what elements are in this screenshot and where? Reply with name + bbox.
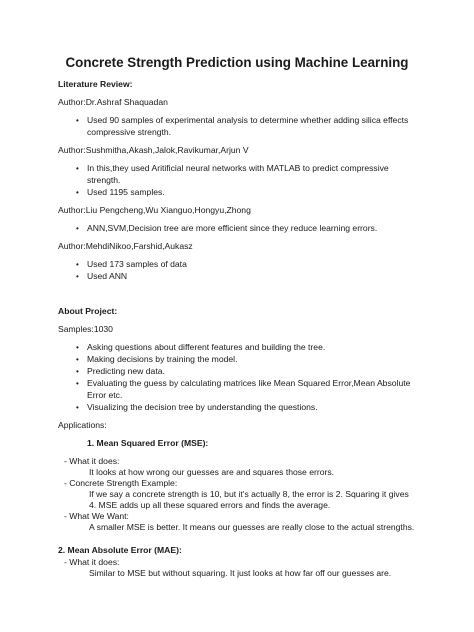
mse-heading: 1. Mean Squared Error (MSE): — [87, 438, 209, 448]
bullet-text: Evaluating the guess by calculating matrices like Mean Squared Error,Mean Absolute — [87, 378, 411, 388]
mse-example-line: 4. MSE adds up all these squared errors and finds the average. — [89, 500, 331, 510]
bullet-text-continued: strength. — [87, 175, 121, 185]
document-title: Concrete Strength Prediction using Machine Learning — [65, 55, 409, 70]
author-line: Author:Dr.Ashraf Shaquadan — [58, 97, 168, 107]
bullet-text-continued: Error etc. — [87, 390, 123, 400]
author-line: Author:Liu Pengcheng,Wu Xianguo,Hongyu,Zhong — [58, 205, 251, 215]
literature-review-heading: Literature Review: — [58, 79, 133, 89]
bullet-marker: • — [76, 367, 79, 376]
bullet-marker: • — [76, 403, 79, 412]
bullet-text: In this,they used Aritificial neural networks with MATLAB to predict compressive — [87, 163, 389, 173]
applications-heading: Applications: — [58, 420, 107, 430]
bullet-text: Predicting new data. — [87, 366, 165, 376]
mae-heading: 2. Mean Absolute Error (MAE): — [58, 545, 182, 555]
bullet-marker: • — [76, 188, 79, 197]
bullet-marker: • — [76, 379, 79, 388]
bullet-marker: • — [76, 116, 79, 125]
bullet-text: Used 173 samples of data — [87, 259, 187, 269]
bullet-marker: • — [76, 355, 79, 364]
mse-want-text: A smaller MSE is better. It means our guesses are really close to the actual strengths. — [89, 522, 415, 532]
bullet-text-continued: compressive strength. — [87, 127, 172, 137]
bullet-text: Asking questions about different features and building the tree. — [87, 342, 326, 352]
bullet-text: Used 90 samples of experimental analysis to determine whether adding silica effects — [87, 115, 409, 125]
author-line: Author:MehdiNikoo,Farshid,Aukasz — [58, 241, 193, 251]
bullet-text: Making decisions by training the model. — [87, 354, 238, 364]
bullet-text: Used 1195 samples. — [87, 187, 165, 197]
bullet-marker: • — [76, 224, 79, 233]
mse-want-label: - What We Want: — [64, 511, 129, 521]
mse-example-label: - Concrete Strength Example: — [64, 478, 178, 488]
mse-what-label: - What it does: — [64, 456, 120, 466]
bullet-text: Visualizing the decision tree by understanding the questions. — [87, 402, 318, 412]
bullet-marker: • — [76, 260, 79, 269]
bullet-marker: • — [76, 164, 79, 173]
bullet-text: ANN,SVM,Decision tree are more efficient since they reduce learning errors. — [87, 223, 378, 233]
mse-what-text: It looks at how wrong our guesses are and squares those errors. — [89, 467, 335, 477]
bullet-marker: • — [76, 272, 79, 281]
bullet-marker: • — [76, 343, 79, 352]
about-project-heading: About Project: — [58, 306, 118, 316]
samples-count: Samples:1030 — [58, 324, 113, 334]
mse-example-line: If we say a concrete strength is 10, but it's actually 8, the error is 2. Squaring it gives — [89, 489, 409, 499]
mae-what-label: - What it does: — [64, 557, 120, 567]
author-line: Author:Sushmitha,Akash,Jalok,Ravikumar,Arjun V — [58, 145, 249, 155]
bullet-text: Used ANN — [87, 271, 128, 281]
mae-what-text: Similar to MSE but without squaring. It just looks at how far off our guesses are. — [89, 568, 392, 578]
